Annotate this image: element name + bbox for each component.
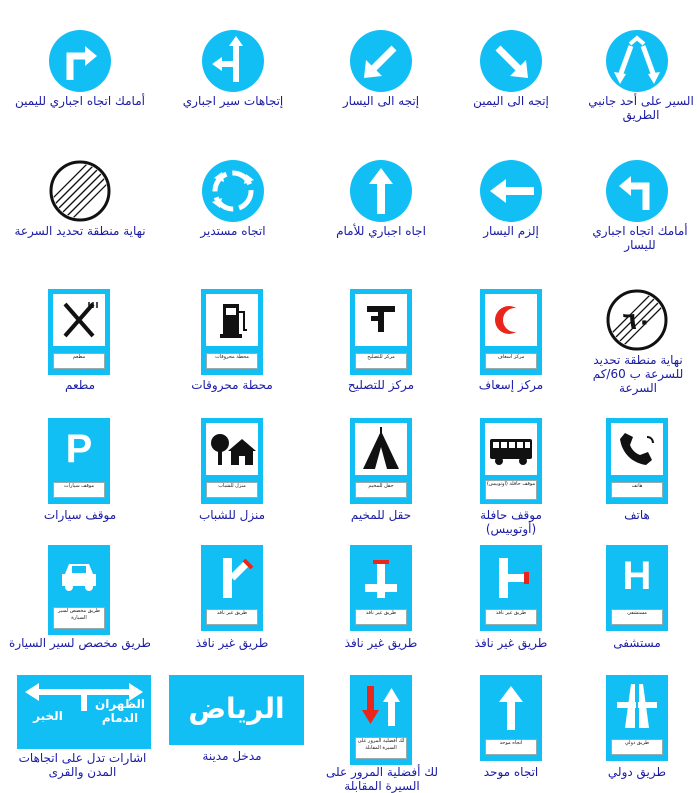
- parking-sign: [48, 418, 110, 504]
- camping-sign: [350, 418, 412, 504]
- direction-choice-icon: [202, 30, 264, 92]
- keep-right-icon: [480, 30, 542, 92]
- dead-end-t-icon: [355, 550, 407, 602]
- caption-priority: لك أفضلية المرور على السيرة المقابلة: [326, 765, 438, 793]
- telephone-sign: [606, 418, 668, 504]
- sign-plate: مركز اسعاف: [485, 353, 537, 369]
- caption-turn-left: إلزم اليسار: [483, 224, 539, 238]
- caption-camping: حقل للمخيم: [350, 508, 412, 522]
- caption-restaurant: مطعم: [64, 378, 96, 392]
- sign-plate: منزل للشباب: [206, 482, 258, 498]
- youth-hostel-sign: [201, 418, 263, 504]
- sign-plate: موقف سيارات: [53, 482, 105, 498]
- priority-oncoming-icon: [355, 680, 407, 732]
- city-entrance-sign: [169, 675, 304, 745]
- straight-ahead-icon: [350, 160, 412, 222]
- dead-end-diagonal-icon: [206, 550, 258, 602]
- caption-fuel-station: محطة محروقات: [191, 378, 273, 392]
- dead-end-sign-2: [350, 545, 412, 631]
- caption-dead-end-1: طريق غير نافذ: [195, 636, 269, 650]
- restaurant-icon: [53, 294, 105, 346]
- dead-end-side-icon: [485, 550, 537, 602]
- roundabout-icon: [202, 160, 264, 222]
- sign-plate: لك أفضلية المرور على السيرة المقابلة: [355, 737, 407, 759]
- car-road-sign: [48, 545, 110, 635]
- sign-plate: طريق مخصص لسير السيارة: [53, 607, 105, 629]
- red-crescent-icon: [485, 294, 537, 346]
- camping-tent-icon: [355, 423, 407, 475]
- caption-pass-either-side: السير على أحد جانبي الطريق: [588, 94, 694, 122]
- sign-plate: طريق دولي: [611, 739, 663, 755]
- parking-icon: P: [65, 427, 93, 471]
- telephone-icon: [611, 423, 663, 475]
- sign-plate: مركز للتصليح: [355, 353, 407, 369]
- sign-plate: طريق غير نافذ: [355, 609, 407, 625]
- caption-roundabout: اتجاه مستدير: [200, 224, 266, 238]
- turn-right-ahead-icon: [49, 30, 111, 92]
- sign-plate: مستشفى: [611, 609, 663, 625]
- caption-car-road: طريق مخصص لسير السيارة: [9, 636, 151, 650]
- turn-left-ahead-icon: [606, 160, 668, 222]
- caption-telephone: هاتف: [624, 508, 650, 522]
- caption-highway: طريق دولي: [607, 765, 667, 779]
- dead-end-sign-1: [201, 545, 263, 631]
- sign-plate: اتجاه موحد: [485, 739, 537, 755]
- fuel-station-sign: [201, 289, 263, 375]
- hospital-sign: [606, 545, 668, 631]
- sign-plate: هاتف: [611, 482, 663, 498]
- highway-sign: [606, 675, 668, 761]
- caption-bus-stop: موقف حافلة (أوتوبيس): [480, 508, 542, 536]
- caption-city-entrance: مدخل مدينة: [202, 749, 262, 763]
- one-way-icon: [485, 680, 537, 732]
- youth-hostel-icon: [206, 423, 258, 475]
- bus-stop-sign: [480, 418, 542, 504]
- keep-left-icon: [350, 30, 412, 92]
- city-left-label: الخبر: [33, 709, 63, 723]
- priority-sign: [350, 675, 412, 765]
- speed-number: ٦٠: [622, 307, 652, 335]
- caption-direction-choice: إتجاهات سير اجباري: [182, 94, 284, 108]
- sign-plate: طريق غير نافذ: [206, 609, 258, 625]
- city-right-label: الظهران الدمام: [94, 697, 146, 725]
- restaurant-sign: [48, 289, 110, 375]
- car-icon: [53, 550, 105, 602]
- sign-plate: موقف حافلة (اوتوبيس): [485, 480, 537, 500]
- pass-either-side-icon: [606, 30, 668, 92]
- caption-dead-end-2: طريق غير نافذ: [344, 636, 418, 650]
- caption-end-speed-60: نهاية منطقة تحديد للسرعة ب 60/كم السرعة: [592, 353, 684, 395]
- one-way-sign: [480, 675, 542, 761]
- highway-icon: [611, 680, 663, 732]
- repair-tool-icon: [355, 294, 407, 346]
- caption-straight-ahead: اجاه اجباري للأمام: [336, 224, 426, 238]
- caption-keep-left: إتجه الى اليسار: [342, 94, 420, 108]
- sign-plate: حقل للمخيم: [355, 482, 407, 498]
- sign-plate: طريق غير نافذ: [485, 609, 537, 625]
- caption-parking: موقف سيارات: [43, 508, 117, 522]
- caption-first-aid: مركز إسعاف: [478, 378, 544, 392]
- dead-end-sign-3: [480, 545, 542, 631]
- repair-center-sign: [350, 289, 412, 375]
- direction-board-sign: [17, 675, 151, 749]
- caption-hospital: مستشفى: [613, 636, 661, 650]
- sign-plate: محطة محروقات: [206, 353, 258, 369]
- end-speed-limit-icon: [49, 160, 111, 222]
- bus-icon: [485, 423, 537, 475]
- caption-direction-board: اشارات تدل على اتجاهات المدن والقرى: [18, 751, 147, 779]
- first-aid-sign: [480, 289, 542, 375]
- caption-turn-left-ahead: أمامك اتجاه اجباري لليسار: [592, 224, 688, 252]
- caption-turn-right-ahead: أمامك اتجاه اجباري لليمين: [15, 94, 145, 108]
- city-entrance-icon: الرياض: [188, 692, 285, 725]
- end-speed-60-icon: [606, 289, 668, 351]
- caption-dead-end-3: طريق غير نافذ: [474, 636, 548, 650]
- caption-youth-hostel: منزل للشباب: [198, 508, 266, 522]
- sign-plate: مطعم: [53, 353, 105, 369]
- turn-left-icon: [480, 160, 542, 222]
- caption-end-speed-limit: نهاية منطقة تحديد السرعة: [14, 224, 146, 238]
- fuel-pump-icon: [206, 294, 258, 346]
- hospital-icon: H: [622, 554, 652, 598]
- caption-keep-right: إتجه الى اليمين: [473, 94, 549, 108]
- caption-one-way: اتجاه موحد: [483, 765, 539, 779]
- caption-repair-center: مركز للتصليح: [347, 378, 415, 392]
